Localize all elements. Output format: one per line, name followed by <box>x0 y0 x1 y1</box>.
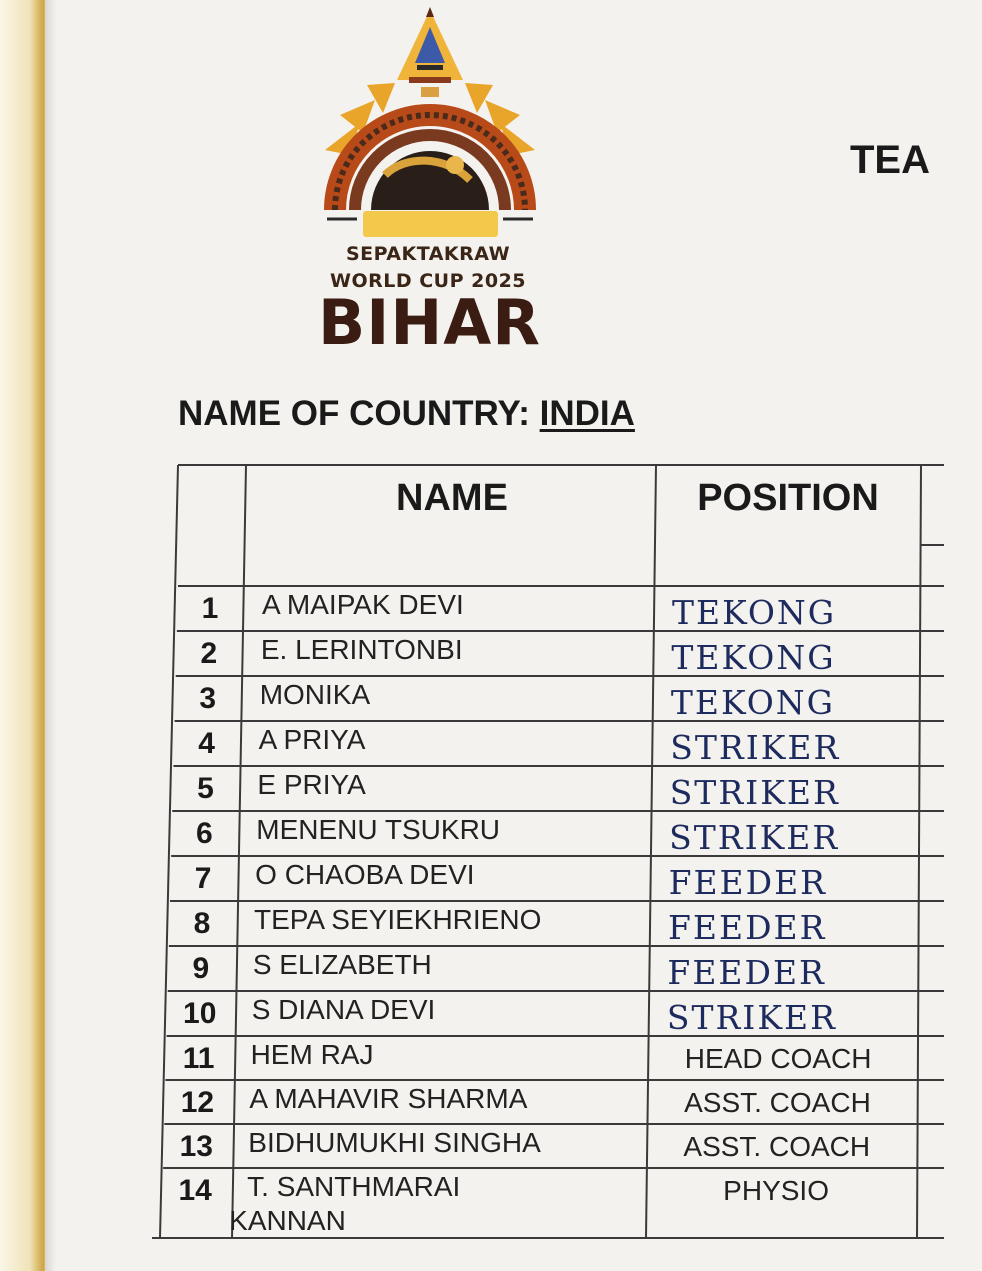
header-name: NAME <box>396 477 508 519</box>
position-typed: PHYSIO <box>723 1175 829 1206</box>
player-name: T. SANTHMARAI KANNAN <box>229 1171 461 1236</box>
country-label: NAME OF COUNTRY: <box>178 394 540 433</box>
position-typed: ASST. COACH <box>684 1087 871 1118</box>
row-number: 8 <box>193 907 211 940</box>
player-name: A PRIYA <box>258 724 366 755</box>
player-name: E PRIYA <box>257 769 366 800</box>
player-name: S ELIZABETH <box>252 949 432 980</box>
position-typed: HEAD COACH <box>684 1043 872 1074</box>
row-number: 1 <box>201 592 219 625</box>
player-name: TEPA SEYIEKHRIENO <box>254 904 542 935</box>
row-number: 4 <box>198 727 215 760</box>
player-name: MONIKA <box>259 679 371 710</box>
position-handwritten: STRIKER <box>669 773 840 812</box>
team-heading: TEA <box>850 138 930 182</box>
position-handwritten: TEKONG <box>671 638 836 677</box>
row-number: 6 <box>195 817 213 850</box>
position-handwritten: STRIKER <box>670 728 841 767</box>
row-number: 3 <box>199 682 217 715</box>
player-name: A MAIPAK DEVI <box>262 589 464 620</box>
player-name: E. LERINTONBI <box>260 634 463 665</box>
row-number: 11 <box>182 1042 215 1075</box>
row-number: 12 <box>180 1086 215 1119</box>
position-handwritten: FEEDER <box>667 953 826 992</box>
logo-line-3: BIHAR <box>318 286 541 359</box>
row-number: 5 <box>197 772 214 805</box>
row-number: 2 <box>200 637 218 670</box>
row-number: 10 <box>183 997 217 1030</box>
position-typed: ASST. COACH <box>683 1131 871 1162</box>
player-name: O CHAOBA DEVI <box>255 859 475 890</box>
row-number: 9 <box>192 952 210 985</box>
player-name: HEM RAJ <box>250 1039 374 1070</box>
logo-line-1: SEPAKTAKRAW <box>345 243 511 265</box>
row-number: 14 <box>178 1174 212 1207</box>
table-left-border <box>160 465 178 1238</box>
player-name: MENENU TSUKRU <box>256 814 501 845</box>
header-position: POSITION <box>697 477 879 519</box>
row-number: 7 <box>194 862 212 895</box>
position-handwritten: TEKONG <box>672 593 837 632</box>
position-handwritten: TEKONG <box>670 683 836 722</box>
position-handwritten: FEEDER <box>668 908 827 947</box>
position-handwritten: FEEDER <box>668 863 828 902</box>
row-number: 13 <box>179 1130 213 1163</box>
country-value: INDIA <box>539 394 635 433</box>
logo-line-2: WORLD CUP 2025 <box>329 270 527 292</box>
player-name: S DIANA DEVI <box>251 994 436 1025</box>
column-divider-position <box>646 465 656 1238</box>
player-name: A MAHAVIR SHARMA <box>249 1083 528 1114</box>
column-divider-num <box>232 465 246 1238</box>
position-handwritten: STRIKER <box>666 998 837 1037</box>
player-name: BIDHUMUKHI SINGHA <box>248 1127 541 1158</box>
column-divider-extra <box>917 465 921 1238</box>
position-handwritten: STRIKER <box>669 818 840 857</box>
